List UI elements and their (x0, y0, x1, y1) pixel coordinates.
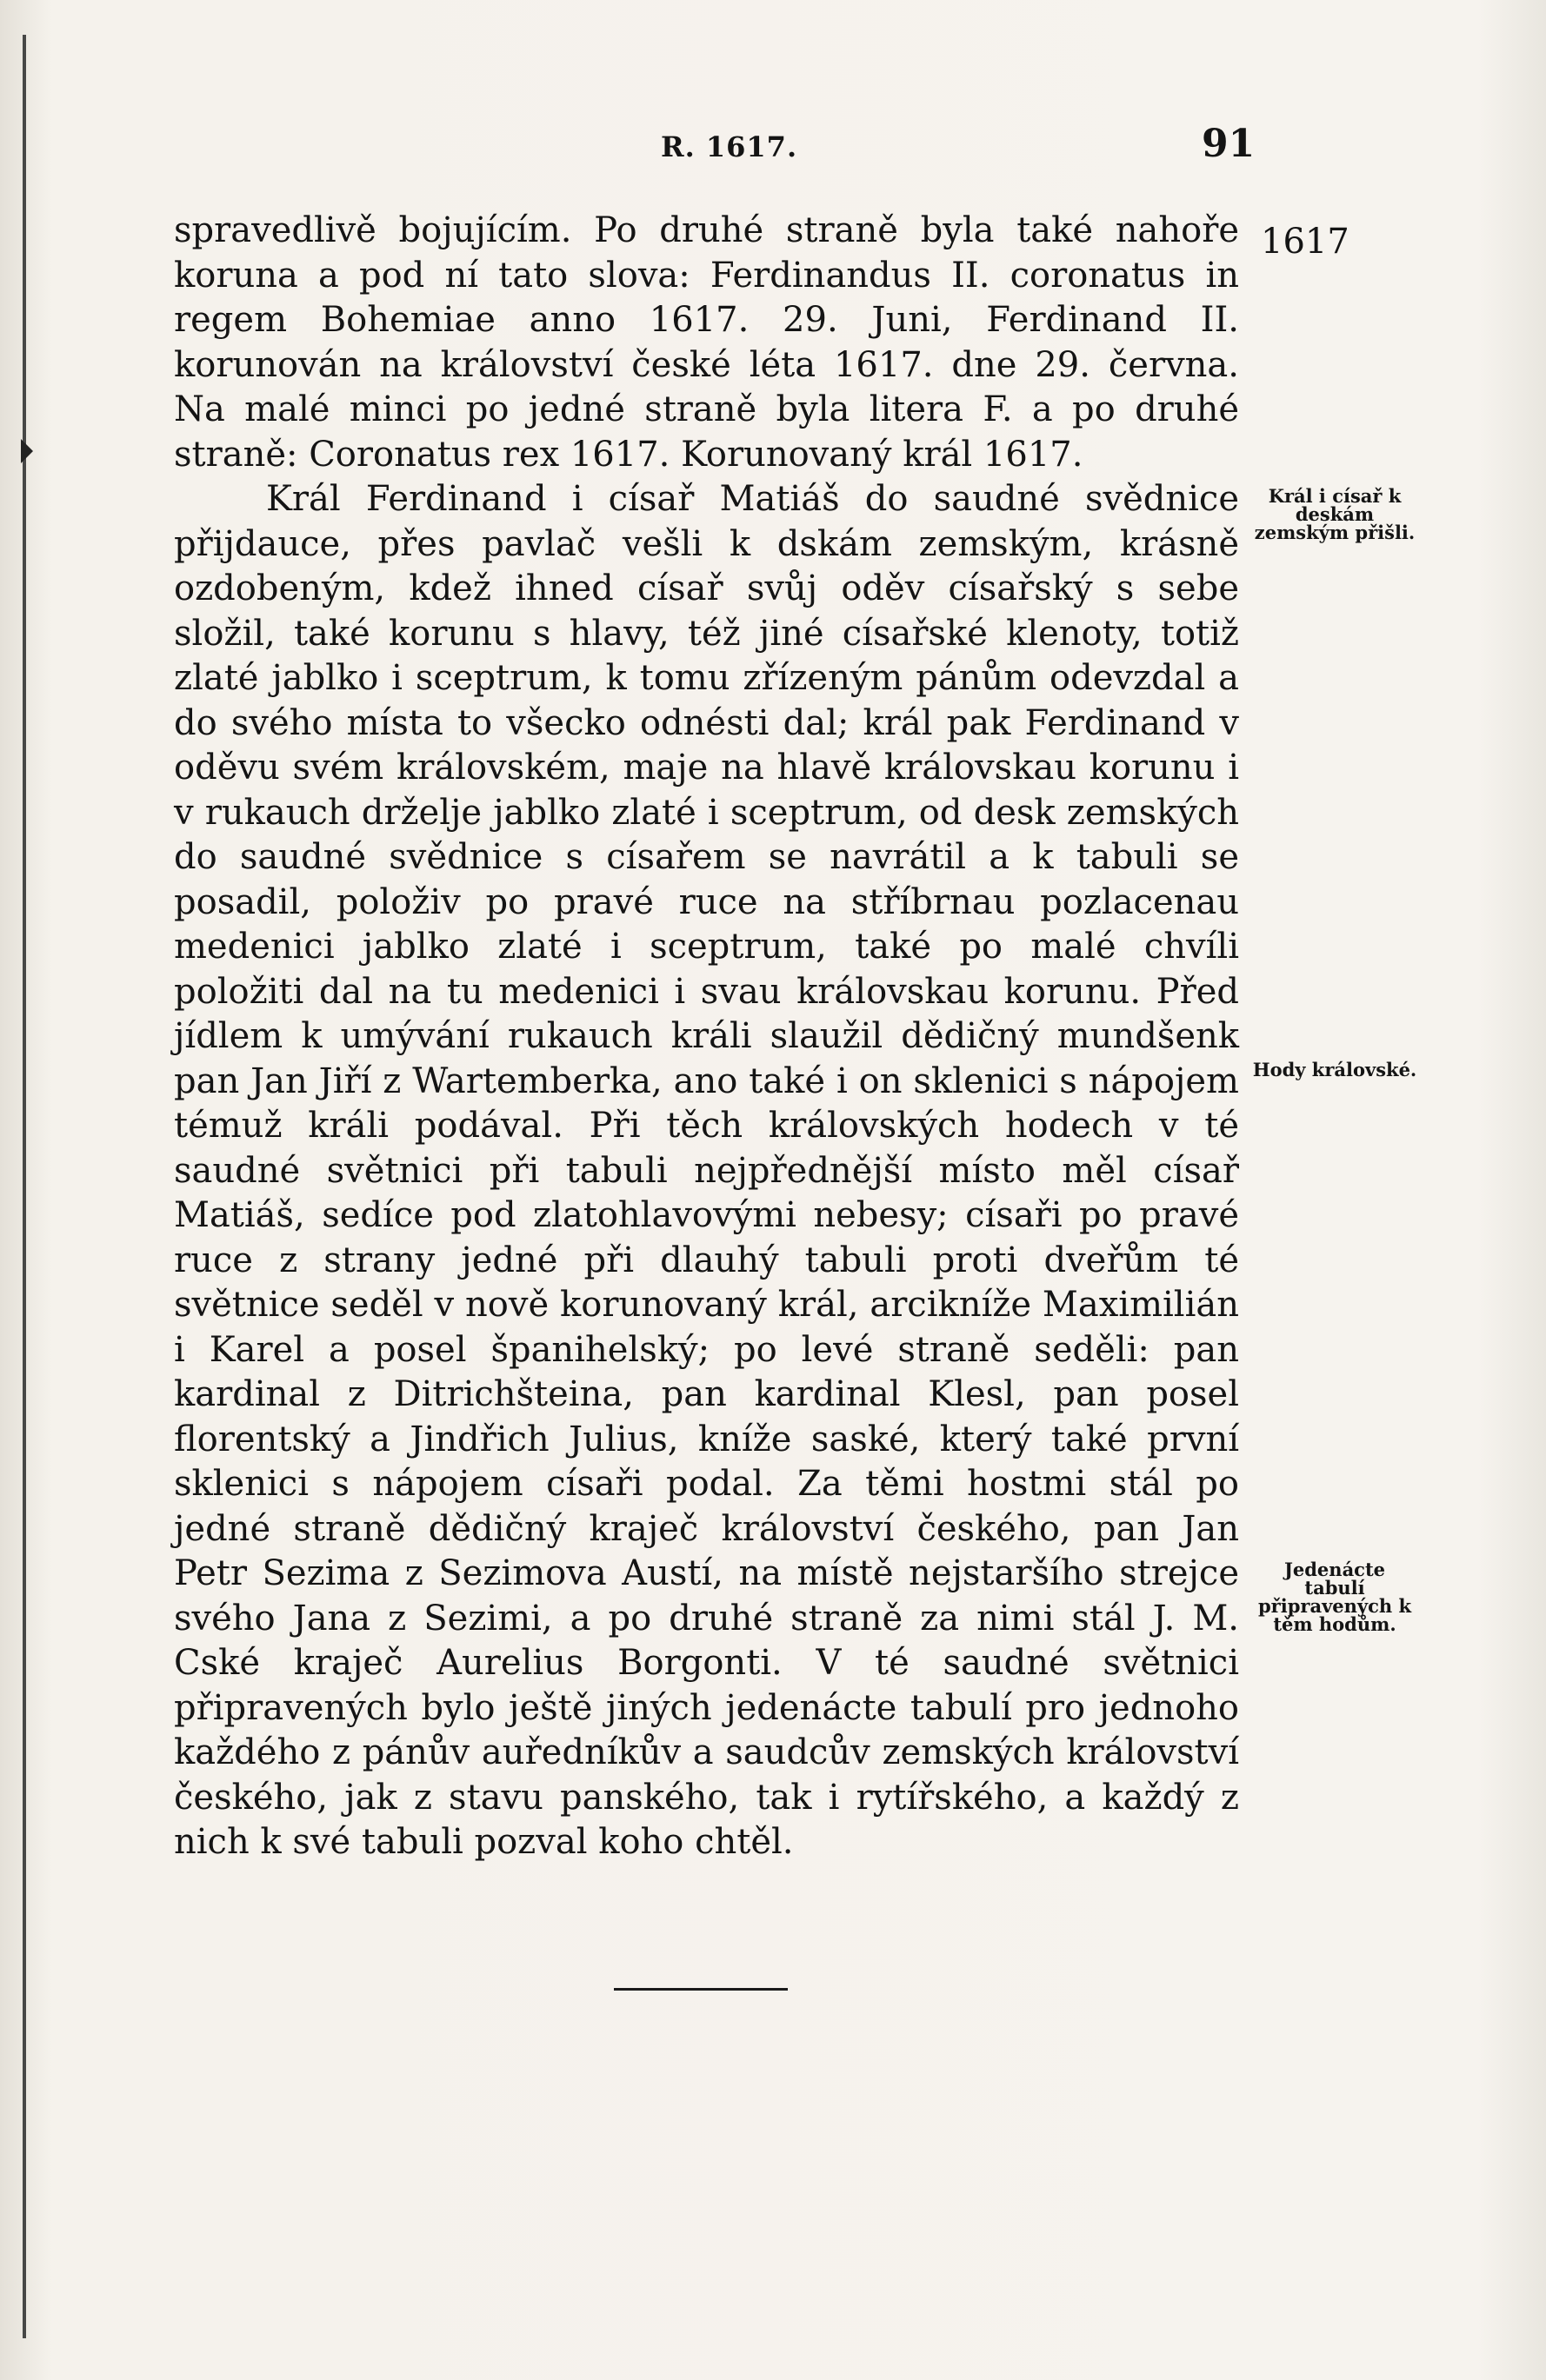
page-spine-edge (23, 35, 26, 2338)
page-edge-marker-icon (21, 439, 33, 463)
side-note-hody: Hody královské. (1252, 1059, 1417, 1080)
running-head: R. 1617. (661, 130, 798, 163)
margin-year: 1617 (1261, 222, 1349, 262)
side-note-jedenacte-tabuli: Jedenácte tabulí připravených k těm hodům. (1257, 1559, 1412, 1635)
paragraph: Král Ferdinand i císař Matiáš do saudné svědnice přijdauce, přes pavlač vešli k dskám zemským, krásně ozdobeným, kdež ihned císař svůj oděv císařský s sebe složil, také korunu s hlavy, též jiné císařské klenoty, totiž zlaté jablko i sceptrum, k tomu zřízeným pánům odevzdal a do svého místa to všecko odnésti dal; král pak Ferdinand v oděvu svém královském, maje na hlavě královskau korunu i v rukauch drželje jablko zlaté i sceptrum, od desk zemských do saudné svědnice s císařem se navrátil a k tabuli se posadil, položiv po pravé ruce na stříbrnau pozlacenau medenici jablko zlaté i sceptrum, také po malé chvíli položiti dal na tu medenici i svau královskau korunu. Před jídlem k umývání rukauch králi slaužil dědičný mundšenk pan Jan Jiří z Wartemberka, ano také i on sklenici s nápojem témuž králi podával. Při těch královských hodech v té saudné světnici při tabuli nejpřednější místo měl císař Matiáš, sedíce pod zlatohlavovými nebesy; císaři po pravé ruce z strany jedné při dlauhý tabuli proti dveřům té světnice seděl v nově korunovaný král, arcikníže Maximilián i Karel a posel španihelský; po levé straně seděli: pan kardinal z Ditrichšteina, pan kardinal Klesl, pan posel florentský a Jindřich Julius, kníže saské, který také první sklenici s nápojem císaři podal. Za těmi hostmi stál po jedné straně dědičný kraječ království českého, pan Jan Petr Sezima z Sezimova Austí, na místě nejstaršího strejce svého Jana z Sezimi, a po druhé straně za nimi stál J. M. Cské kraječ Aurelius Borgonti. V té saudné světnici připravených bylo ještě jiných jedenácte tabulí pro jednoho každého z pánův auředníkův a saudcův zemských království českého, jak z stavu panského, tak i rytířského, a každý z nich k své tabuli pozval koho chtěl. (174, 479, 1239, 1862)
end-rule (614, 1988, 788, 1991)
paragraph: spravedlivě bojujícím. Po druhé straně byla také nahoře koruna a pod ní tato slova: Ferdinandus II. coronatus in regem Bohemiae anno 1617. 29. Juni, Ferdinand II. korunován na království české léta 1617. dne 29. června. Na malé minci po jedné straně byla litera F. a po druhé straně: Coronatus rex 1617. Korunovaný král 1617. (174, 210, 1239, 475)
main-text (174, 209, 1239, 1865)
side-note-kral-k-deskam: Král i císař k deskám zemským přišli. (1254, 485, 1416, 543)
page-number: 91 (1202, 122, 1256, 166)
